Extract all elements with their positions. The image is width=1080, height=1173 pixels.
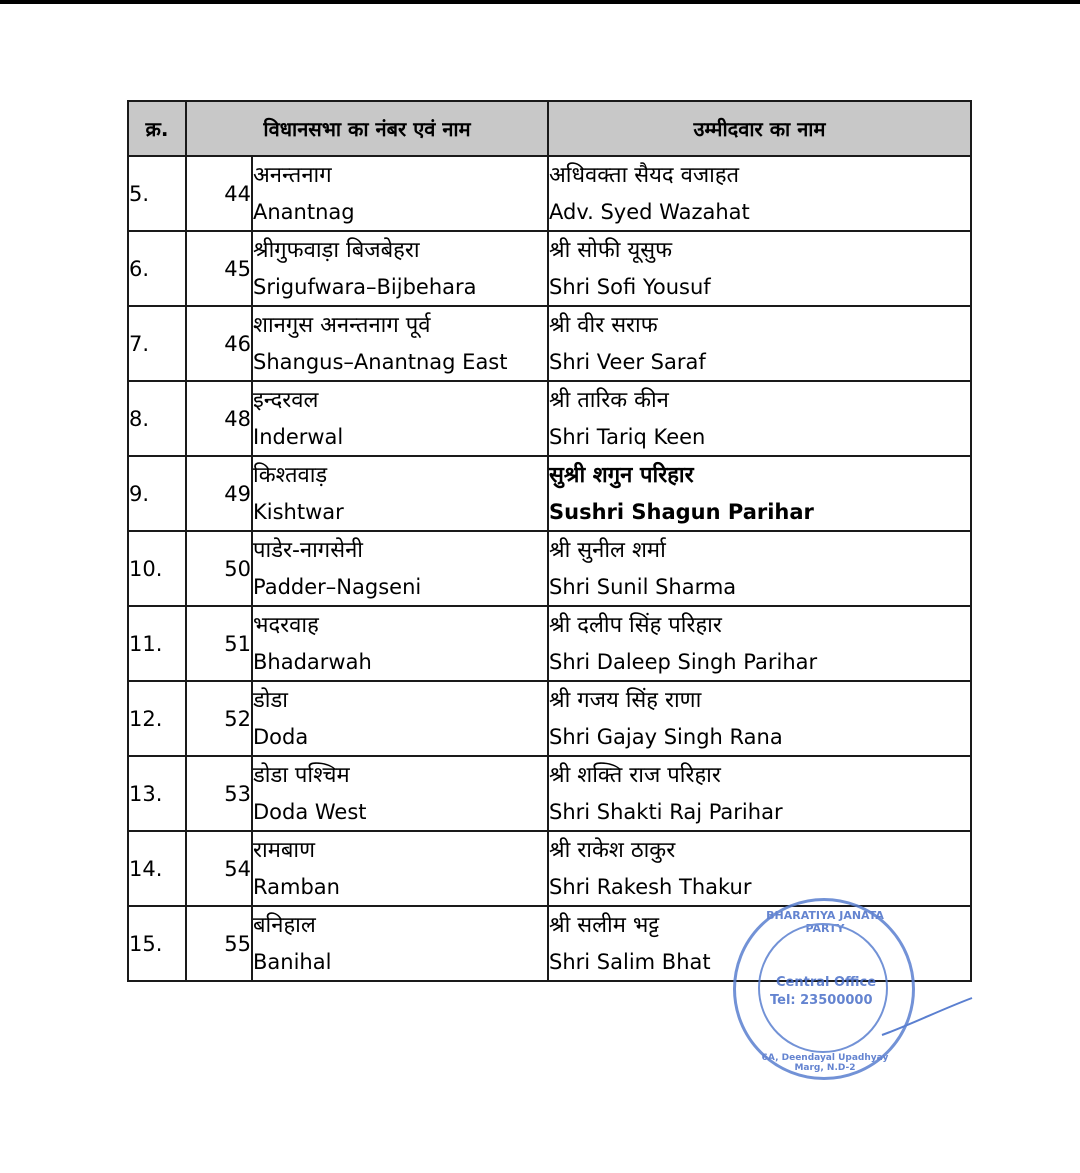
constituency-name-english: Shangus–Anantnag East xyxy=(253,349,508,374)
candidate-list-table xyxy=(127,100,972,982)
constituency-name-english: Doda xyxy=(253,724,309,749)
constituency-name-hindi: शानगुस अनन्तनाग पूर्व xyxy=(253,312,431,338)
top-border-rule xyxy=(0,0,1080,4)
constituency-name-english: Srigufwara–Bijbehara xyxy=(253,274,477,299)
serial-number: 6. xyxy=(128,231,186,306)
candidate-name-english: Shri Rakesh Thakur xyxy=(549,874,752,899)
candidate-name-hindi: सुश्री शगुन परिहार xyxy=(549,462,694,488)
constituency-name-hindi: डोडा पश्चिम xyxy=(253,762,350,788)
table-row xyxy=(128,156,971,231)
candidate-name-hindi: श्री शक्ति राज परिहार xyxy=(549,762,721,788)
candidate-name-english: Sushri Shagun Parihar xyxy=(549,499,814,524)
constituency-name-english: Banihal xyxy=(253,949,332,974)
header-candidate: उम्मीदवार का नाम xyxy=(548,101,971,156)
serial-number: 11. xyxy=(128,606,186,681)
constituency-name xyxy=(252,381,548,456)
serial-number: 14. xyxy=(128,831,186,906)
candidate-name-hindi: श्री तारिक कीन xyxy=(549,387,669,413)
serial-number: 13. xyxy=(128,756,186,831)
candidate-name-english: Shri Daleep Singh Parihar xyxy=(549,649,818,674)
constituency-name-hindi: श्रीगुफवाड़ा बिजबेहरा xyxy=(253,237,420,263)
constituency-name-hindi: किश्तवाड़ xyxy=(253,462,328,488)
candidate-name xyxy=(548,456,971,531)
candidate-name xyxy=(548,606,971,681)
table-row xyxy=(128,456,971,531)
serial-number: 12. xyxy=(128,681,186,756)
constituency-name xyxy=(252,306,548,381)
candidate-name-hindi: श्री सोफी यूसुफ xyxy=(549,237,673,263)
table-row xyxy=(128,306,971,381)
serial-number: 7. xyxy=(128,306,186,381)
constituency-name-hindi: डोडा xyxy=(253,687,288,713)
constituency-name-english: Anantnag xyxy=(253,199,355,224)
table-row xyxy=(128,231,971,306)
constituency-number: 54 xyxy=(186,831,252,906)
constituency-number: 44 xyxy=(186,156,252,231)
candidate-name-english: Shri Tariq Keen xyxy=(549,424,706,449)
candidate-name-hindi: श्री सलीम भट्ट xyxy=(549,912,660,938)
constituency-number: 46 xyxy=(186,306,252,381)
candidate-name xyxy=(548,756,971,831)
constituency-name-english: Kishtwar xyxy=(253,499,344,524)
seal-office-text: Central Office xyxy=(776,975,877,990)
constituency-name-english: Inderwal xyxy=(253,424,344,449)
constituency-name-hindi: अनन्तनाग xyxy=(253,162,332,188)
constituency-name-english: Ramban xyxy=(253,874,340,899)
candidate-name xyxy=(548,156,971,231)
table-header-row xyxy=(128,101,971,156)
candidate-name-english: Shri Gajay Singh Rana xyxy=(549,724,783,749)
constituency-number: 49 xyxy=(186,456,252,531)
header-serial-no: क्र. xyxy=(128,101,186,156)
table-row xyxy=(128,531,971,606)
constituency-number: 51 xyxy=(186,606,252,681)
header-constituency: विधानसभा का नंबर एवं नाम xyxy=(186,101,548,156)
constituency-name xyxy=(252,906,548,981)
candidate-name-english: Shri Veer Saraf xyxy=(549,349,706,374)
seal-tel-text: Tel: 23500000 xyxy=(770,993,873,1008)
constituency-name-english: Doda West xyxy=(253,799,367,824)
table-row xyxy=(128,831,971,906)
constituency-name-hindi: इन्दरवल xyxy=(253,387,319,413)
constituency-name-hindi: भदरवाह xyxy=(253,612,319,638)
candidate-name xyxy=(548,681,971,756)
table-row xyxy=(128,681,971,756)
constituency-name xyxy=(252,531,548,606)
candidate-name-hindi: अधिवक्ता सैयद वजाहत xyxy=(549,162,740,188)
constituency-name-english: Bhadarwah xyxy=(253,649,372,674)
candidate-name-hindi: श्री गजय सिंह राणा xyxy=(549,687,702,713)
constituency-name xyxy=(252,681,548,756)
candidate-name-hindi: श्री सुनील शर्मा xyxy=(549,537,666,563)
constituency-name-hindi: पाडेर-नागसेनी xyxy=(253,537,363,563)
constituency-name xyxy=(252,231,548,306)
constituency-name-english: Padder–Nagseni xyxy=(253,574,422,599)
candidate-name-english: Shri Salim Bhat xyxy=(549,949,711,974)
serial-number: 15. xyxy=(128,906,186,981)
candidate-name xyxy=(548,231,971,306)
constituency-number: 48 xyxy=(186,381,252,456)
candidate-name-hindi: श्री वीर सराफ xyxy=(549,312,658,338)
candidate-name-hindi: श्री दलीप सिंह परिहार xyxy=(549,612,722,638)
candidate-name xyxy=(548,531,971,606)
serial-number: 8. xyxy=(128,381,186,456)
seal-ring-top-text: BHARATIYA JANATA PARTY xyxy=(766,909,884,935)
serial-number: 10. xyxy=(128,531,186,606)
serial-number: 5. xyxy=(128,156,186,231)
constituency-name-hindi: रामबाण xyxy=(253,837,316,863)
constituency-number: 55 xyxy=(186,906,252,981)
constituency-number: 50 xyxy=(186,531,252,606)
candidate-name xyxy=(548,831,971,906)
signature-stroke xyxy=(880,995,975,1040)
table-row xyxy=(128,606,971,681)
candidate-name-hindi: श्री राकेश ठाकुर xyxy=(549,837,676,863)
constituency-number: 45 xyxy=(186,231,252,306)
candidate-name xyxy=(548,381,971,456)
constituency-name-hindi: बनिहाल xyxy=(253,912,316,938)
constituency-name xyxy=(252,831,548,906)
constituency-name xyxy=(252,606,548,681)
candidate-name-english: Shri Sunil Sharma xyxy=(549,574,737,599)
table-row xyxy=(128,381,971,456)
candidate-name-english: Shri Shakti Raj Parihar xyxy=(549,799,783,824)
bjp-office-seal xyxy=(733,898,915,1080)
candidate-name-english: Adv. Syed Wazahat xyxy=(549,199,750,224)
serial-number: 9. xyxy=(128,456,186,531)
table-row xyxy=(128,756,971,831)
candidate-name xyxy=(548,306,971,381)
candidate-name-english: Shri Sofi Yousuf xyxy=(549,274,711,299)
constituency-name xyxy=(252,156,548,231)
constituency-number: 53 xyxy=(186,756,252,831)
seal-ring-bottom-text: 6A, Deendayal Upadhyay Marg, N.D-2 xyxy=(761,1053,889,1073)
constituency-name xyxy=(252,756,548,831)
constituency-number: 52 xyxy=(186,681,252,756)
constituency-name xyxy=(252,456,548,531)
